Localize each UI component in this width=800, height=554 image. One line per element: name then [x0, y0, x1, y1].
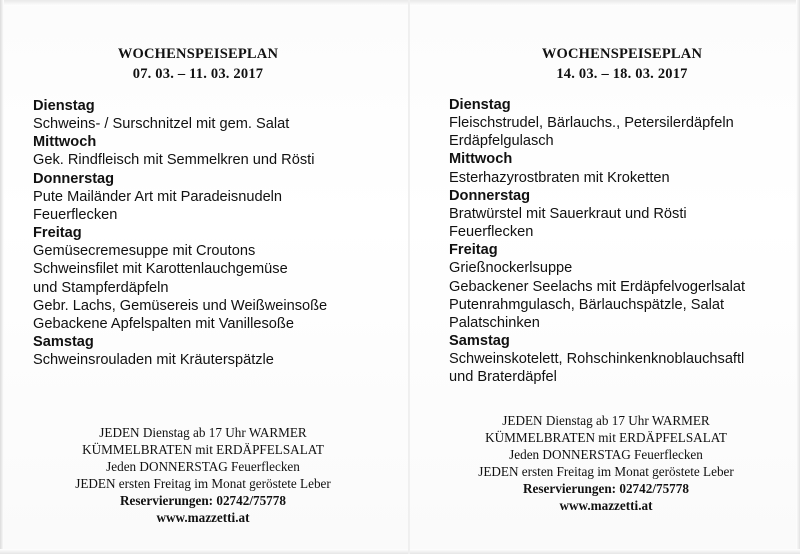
footer-friday-offer: JEDEN ersten Freitag im Monat geröstete Leber [478, 463, 734, 479]
weekday-heading: Donnerstag [449, 187, 531, 204]
footer-thursday-offer: Jeden DONNERSTAG Feuerflecken [509, 446, 703, 462]
dish-line: Erdäpfelgulasch [449, 133, 554, 150]
dish-line: Pute Mailänder Art mit Paradeisnudeln [33, 188, 283, 205]
weekday-heading: Dienstag [449, 97, 511, 113]
dish-line: Esterhazyrostbraten mit Kroketten [449, 169, 670, 186]
week-plan-right [412, 0, 800, 554]
weekday-heading: Samstag [33, 334, 94, 351]
dish-line: Palatschinken [449, 314, 540, 331]
dish-line: Gebackene Apfelspalten mit Vanillesoße [33, 315, 294, 332]
weekday-heading: Samstag [449, 333, 510, 350]
dish-line: Fleischstrudel, Bärlauchs., Petersilerdäpfeln [449, 115, 734, 132]
dish-line: Schweinsrouladen mit Kräuterspätzle [33, 352, 274, 369]
menu-list [449, 96, 745, 387]
dish-line: und Braterdäpfel [449, 369, 557, 386]
dish-line: Schweinsfilet mit Karottenlauchgemüse [33, 261, 288, 278]
dish-line: Gek. Rindfleisch mit Semmelkren und Rösti [33, 152, 315, 169]
footer-website: www.mazzetti.at [559, 497, 653, 513]
footer-tuesday-offer: JEDEN Dienstag ab 17 Uhr WARMER [502, 413, 710, 428]
dish-line: Gemüsecremesuppe mit Croutons [33, 243, 256, 260]
menu-list [33, 97, 327, 369]
info-footer [456, 413, 756, 514]
weekday-heading: Dienstag [33, 98, 95, 114]
dish-line: Gebackener Seelachs mit Erdäpfelvogerlsalat [449, 278, 746, 295]
weekday-heading: Freitag [449, 242, 498, 259]
footer-reservation: Reservierungen: 02742/75778 [523, 480, 689, 496]
footer-tuesday-dish: KÜMMELBRATEN mit ERDÄPFELSALAT [485, 429, 727, 445]
plan-title: WOCHENSPEISEPLAN [117, 46, 279, 62]
dish-line: Gebr. Lachs, Gemüsereis und Weißweinsoße [33, 297, 328, 314]
footer-website: www.mazzetti.at [156, 509, 250, 525]
plan-header [504, 44, 740, 84]
info-footer [58, 425, 348, 526]
weekday-heading: Mittwoch [449, 151, 513, 168]
weekday-heading: Mittwoch [33, 134, 97, 151]
weekday-heading: Donnerstag [33, 170, 115, 187]
dish-line: Grießnockerlsuppe [449, 260, 573, 277]
dish-line: und Stampferdäpfeln [33, 279, 169, 296]
dish-line: Putenrahmgulasch, Bärlauchspätzle, Salat [449, 296, 725, 313]
footer-thursday-offer: Jeden DONNERSTAG Feuerflecken [106, 458, 300, 474]
dish-line: Feuerflecken [33, 206, 118, 223]
footer-tuesday-offer: JEDEN Dienstag ab 17 Uhr WARMER [99, 425, 307, 440]
dish-line: Feuerflecken [449, 224, 534, 241]
dish-line: Bratwürstel mit Sauerkraut und Rösti [449, 205, 687, 222]
footer-tuesday-dish: KÜMMELBRATEN mit ERDÄPFELSALAT [82, 441, 324, 457]
footer-reservation: Reservierungen: 02742/75778 [120, 492, 286, 508]
page-fold [408, 0, 410, 554]
weekday-heading: Freitag [33, 225, 82, 242]
plan-title: WOCHENSPEISEPLAN [541, 46, 703, 62]
plan-header [80, 44, 316, 84]
footer-friday-offer: JEDEN ersten Freitag im Monat geröstete Leber [75, 475, 331, 491]
dish-line: Schweins- / Surschnitzel mit gem. Salat [33, 116, 290, 133]
dish-line: Schweinskotelett, Rohschinkenknoblauchsaftl [449, 351, 745, 368]
plan-dates: 07. 03. – 11. 03. 2017 [132, 66, 264, 82]
plan-dates: 14. 03. – 18. 03. 2017 [556, 66, 688, 82]
